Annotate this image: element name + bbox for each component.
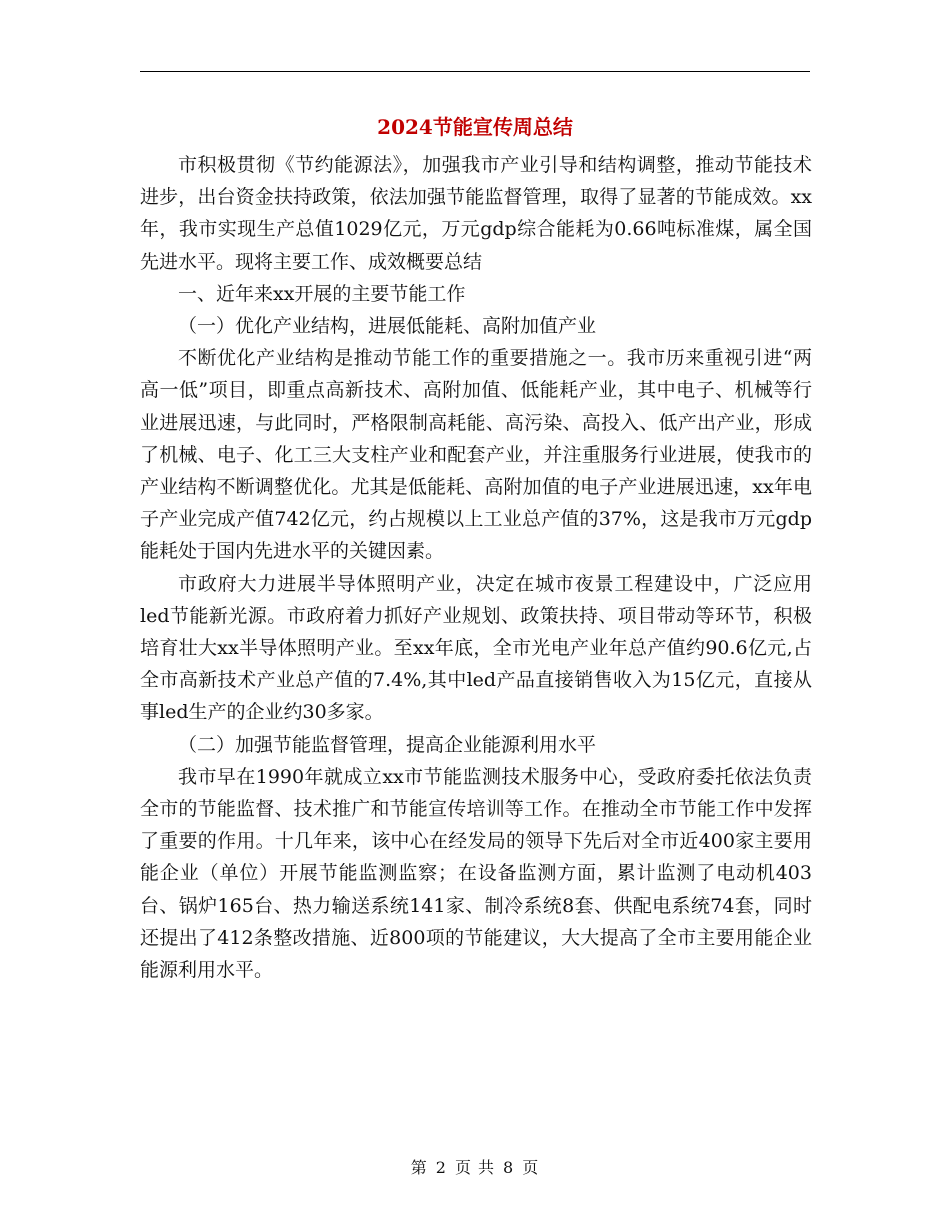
footer-total-pages: 8 xyxy=(503,1158,515,1177)
header-rule xyxy=(140,71,810,72)
document-body xyxy=(140,149,812,986)
section-heading-1: 一、近年来xx开展的主要节能工作 xyxy=(178,282,466,305)
footer-suffix: 页 xyxy=(522,1158,540,1177)
paragraph-energy-monitoring: 我市早在1990年就成立xx市节能监测技术服务中心，受政府委托依法负责全市的节能监督、技术推广和节能宣传培训等工作。在推动全市节能工作中发挥了重要的作用。十几年来，该中心在经发局的领导下先后对全市近400家主要用能企业（单位）开展节能监测监察；在设备监测方面，累计监测了电动机403台、锅炉165台、热力输送系统141家、制冷系统8套、供配电系统74套，同时还提出了412条整改措施、近800项的节能建议，大大提高了全市主要用能企业能源利用水平。 xyxy=(140,765,812,982)
document-title: 2024节能宣传周总结 xyxy=(377,115,573,139)
footer-middle: 页 共 xyxy=(454,1158,496,1177)
subsection-heading-2: （二）加强节能监督管理，提高企业能源利用水平 xyxy=(178,733,597,756)
subsection-heading-1: （一）优化产业结构，进展低能耗、高附加值产业 xyxy=(178,315,597,338)
paragraph-intro: 市积极贯彻《节约能源法》，加强我市产业引导和结构调整，推动节能技术进步，出台资金扶持政策，依法加强节能监督管理，取得了显著的节能成效。xx年，我市实现生产总值1029亿元，万元gdp综合能耗为0.66吨标准煤，属全国先进水平。现将主要工作、成效概要总结 xyxy=(140,154,812,273)
footer-prefix: 第 xyxy=(410,1158,428,1177)
footer-page-number: 2 xyxy=(435,1158,447,1177)
page-footer xyxy=(140,1155,810,1178)
paragraph-led-industry: 市政府大力进展半导体照明产业，决定在城市夜景工程建设中，广泛应用led节能新光源。市政府着力抓好产业规划、政策扶持、项目带动等环节，积极培育壮大xx半导体照明产业。至xx年底，全市光电产业年总产值约90.6亿元,占全市高新技术产业总产值的7.4%,其中led产品直接销售收入为15亿元，直接从事led生产的企业约30多家。 xyxy=(140,572,812,724)
paragraph-industry-structure: 不断优化产业结构是推动节能工作的重要措施之一。我市历来重视引进“两高一低”项目，即重点高新技术、高附加值、低能耗产业，其中电子、机械等行业进展迅速，与此同时，严格限制高耗能、高污染、高投入、低产出产业，形成了机械、电子、化工三大支柱产业和配套产业，并注重服务行业进展，使我市的产业结构不断调整优化。尤其是低能耗、高附加值的电子产业进展迅速，xx年电子产业完成产值742亿元，约占规模以上工业总产值的37%，这是我市万元gdp能耗处于国内先进水平的关键因素。 xyxy=(140,347,812,563)
